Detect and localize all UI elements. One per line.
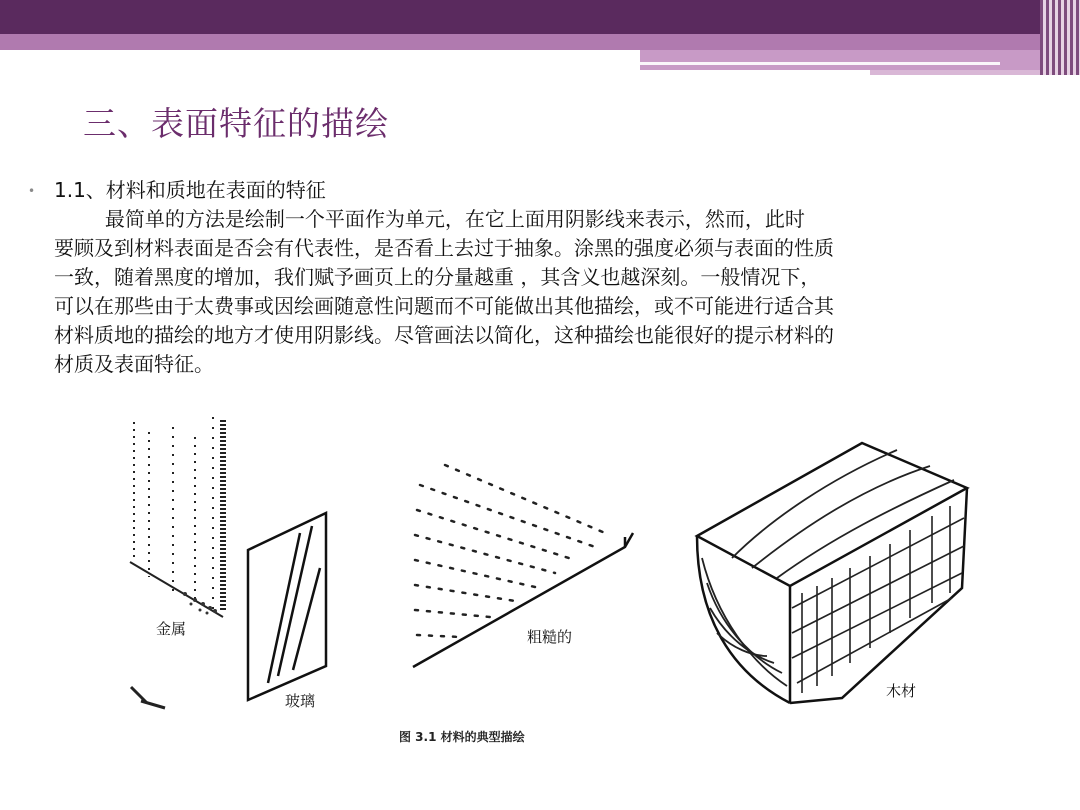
label-glass: 玻璃 [285, 692, 316, 710]
label-wood: 木材 [886, 682, 917, 700]
label-rough: 粗糙的 [527, 628, 573, 646]
header-accent-band [640, 50, 1040, 70]
metal-drawing [125, 412, 240, 632]
wood-block-drawing [692, 418, 977, 708]
bullet-heading: 1.1、材料和质地在表面的特征 [54, 178, 326, 202]
rough-surface-drawing [405, 455, 635, 680]
header-band-light [0, 34, 1040, 50]
header-accent-band-small [870, 70, 1040, 75]
glass-drawing [238, 508, 338, 708]
figure-caption: 图 3.1 材料的典型描绘 [399, 730, 525, 744]
slide-title: 三、表面特征的描绘 [83, 104, 389, 143]
header-band-dark [0, 0, 1080, 34]
header-stripes [1040, 0, 1080, 75]
metal-fragment-drawing [127, 683, 172, 713]
label-metal: 金属 [156, 620, 187, 638]
body-paragraph: 最简单的方法是绘制一个平面作为单元，在它上面用阴影线来表示，然而，此时 要顾及到材料表面是否会有代表性，是否看上去过于抽象。涂黑的强度必须与表面的性质 一致，随着黑度的增加，我们赋予画页上的分量越重 ，其含义也越深刻。一般情况下， 可以在那些由于太费事或因绘画随意性问题而不可能做出其他描绘，或不可能进行适合其 材料质地的描绘的地方才使用阴影线。尽管画法以简化，这种描绘也能很好的提示材料的 材质及表面特征。 [54, 207, 834, 376]
header-accent-line [640, 62, 1000, 65]
bullet-dot: • [28, 184, 36, 198]
